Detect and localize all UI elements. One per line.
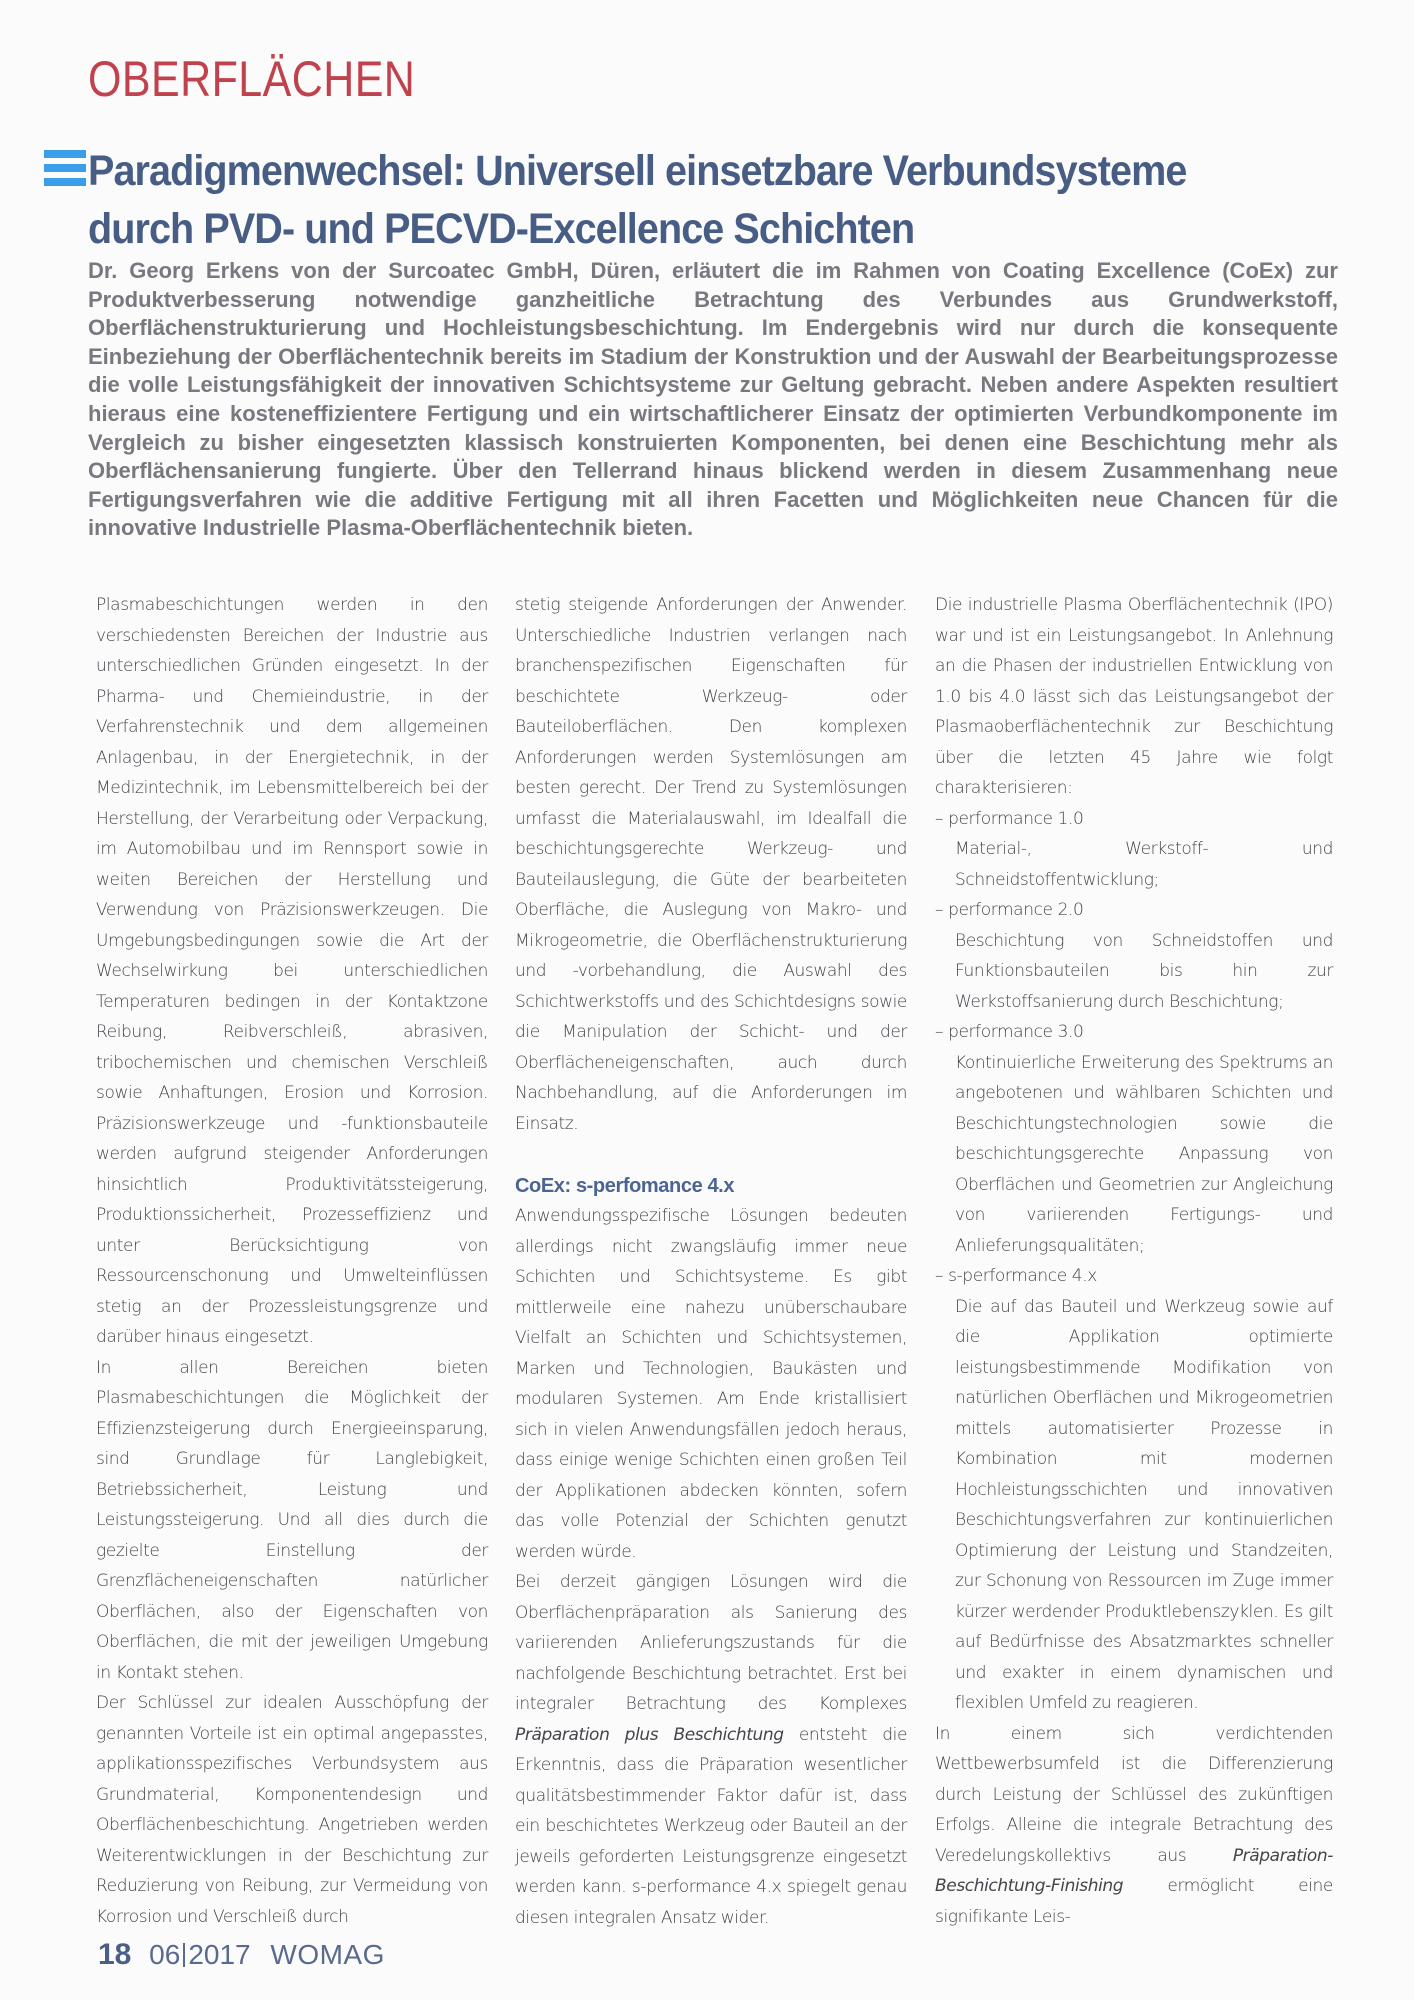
- list-item: [935, 1261, 1333, 1719]
- issue-month: 06: [149, 1939, 181, 1970]
- headline-title: [88, 142, 1376, 258]
- list-item-body: Kontinuierliche Erweiterung des Spektrums an angebotenen und wählbaren Schichten und Beschichtungstechnologien sowie die beschichtungsgerechte Anpassung von Oberflächen und Geometrien zur Angleichung von variierenden Fertigungs- und Anlieferungsqualitäten;: [955, 1052, 1333, 1256]
- magazine-name: WOMAG: [270, 1939, 385, 1970]
- page-footer: [98, 1938, 385, 1972]
- list-item-body: Die auf das Bauteil und Werkzeug sowie auf die Applikation optimierte leistungsbestimmende Modifikation von natürlichen Oberflächen und Mikrogeometrien mittels automatisierter Prozesse in Kombination mit modernen Hochleistungsschichten und innovativen Beschichtungsverfahren zur kontinuierlichen Optimierung der Leistung und Standzeiten, zur Schonung von Ressourcen im Zuge immer kürzer werdender Produktlebenszyklen. Es gilt auf Bedürfnisse des Absatzmarktes schneller und exakter in einem dynamischen und flexiblen Umfeld zu reagieren.: [955, 1296, 1333, 1713]
- body-column-1: [96, 590, 488, 1932]
- emphasis-text: Präparation plus Beschichtung: [515, 1724, 784, 1745]
- paragraph: stetig steigende Anforderungen der Anwender. Unterschiedliche Industrien verlangen nach branchenspezifischen Eigenschaften für beschichtete Werkzeug- oder Bauteiloberflächen. Den komplexen Anforderungen werden Systemlösungen am besten gerecht. Der Trend zu Systemlösungen umfasst die Materialauswahl, im Idealfall die beschichtungsgerechte Werkzeug- und Bauteilauslegung, die Güte der bearbeiteten Oberfläche, die Auslegung von Makro- und Mikrogeometrie, die Oberflächenstrukturierung und -vorbehandlung, die Auswahl des Schichtwerkstoffs und des Schichtdesigns sowie die Manipulation der Schicht- und der Oberflächeneigenschaften, auch durch Nachbehandlung, auf die Anforderungen im Einsatz.: [515, 595, 907, 1134]
- headline-line-1: Paradigmenwechsel: Universell einsetzbare Verbundsysteme: [88, 147, 1187, 195]
- list-item-body: Material-, Werkstoff- und Schneidstoffentwicklung;: [955, 839, 1333, 890]
- paragraph: In allen Bereichen bieten Plasmabeschichtungen die Möglichkeit der Effizienzsteigerung durch Energieeinsparung, sind Grundlage für Langlebigkeit, Betriebssicherheit, Leistung und Leistungssteigerung. Und all dies durch die gezielte Einstellung der Grenzflächeneigenschaften natürlicher Oberflächen, also der Eigenschaften von Oberflächen, die mit der jeweiligen Umgebung in Kontakt stehen.: [96, 1357, 488, 1683]
- text: entsteht die Erkenntnis, dass die Präparation wesentlicher qualitätsbestimmender Faktor dafür ist, dass ein beschichtetes Werkzeug oder Bauteil an der jeweils geforderten Leistungsgrenze eingesetzt werden kann. s-performance 4.x spiegelt genau diesen integralen Ansatz wider.: [515, 1724, 908, 1928]
- section-label: OBERFLÄCHEN: [88, 51, 416, 107]
- emphasis-text: Präparation-Beschichtung-Finishing: [935, 1845, 1333, 1896]
- list-item-title: – performance 2.0: [935, 895, 1333, 926]
- paragraph: Plasmabeschichtungen werden in den verschiedensten Bereichen der Industrie aus unterschiedlichen Gründen eingesetzt. In der Pharma- und Chemieindustrie, in der Verfahrenstechnik und dem allgemeinen Anlagenbau, in der Energietechnik, in der Medizintechnik, im Lebensmittelbereich bei der Herstellung, der Verarbeitung oder Verpackung, im Automobilbau und im Rennsport sowie in weiten Bereichen der Herstellung und Verwendung von Präzisionswerkzeugen. Die Umgebungsbedingungen sowie die Art der Wechselwirkung bei unterschiedlichen Temperaturen bedingen in der Kontaktzone Reibung, Reibverschleiß, abrasiven, tribochemischen und chemischen Verschleiß sowie Anhaftungen, Erosion und Korrosion. Präzisionswerkzeuge und -funktionsbauteile werden aufgrund steigender Anforderungen hinsichtlich Produktivitätssteigerung, Produktionssicherheit, Prozesseffizienz und unter Berücksichtigung von Ressourcenschonung und Umwelteinflüssen stetig an der Prozessleistungsgrenze und darüber hinaus eingesetzt.: [96, 595, 488, 1347]
- paragraph: Die industrielle Plasma Oberflächentechnik (IPO) war und ist ein Leistungsangebot. In Anlehnung an die Phasen der industriellen Entwicklung von 1.0 bis 4.0 lässt sich das Leistungsangebot der Plasmaoberflächentechnik zur Beschichtung über die letzten 45 Jahre wie folgt charakterisieren:: [935, 595, 1333, 798]
- paragraph: [515, 1567, 907, 1933]
- section-subheading: CoEx: s-perfomance 4.x: [515, 1175, 735, 1197]
- list-item: [935, 895, 1333, 1017]
- text: ermöglicht eine signifikante Leis-: [935, 1876, 1333, 1927]
- paragraph: Anwendungsspezifische Lösungen bedeuten allerdings nicht zwangsläufig immer neue Schichten und Schichtsysteme. Es gibt mittlerweile eine nahezu unüberschaubare Vielfalt an Schichten und Schichtsystemen, Marken und Technologien, Baukästen und modularen Systemen. Am Ende kristallisiert sich in vielen Anwendungsfällen jedoch heraus, dass einige wenige Schichten einen großen Teil der Applikationen abdecken könnten, sofern das volle Potenzial der Schichten genutzt werden würde.: [515, 1206, 907, 1562]
- list-item: [935, 804, 1333, 896]
- list-item-title: – performance 3.0: [935, 1017, 1333, 1048]
- list-item-body: Beschichtung von Schneidstoffen und Funktionsbauteilen bis hin zur Werkstoffsanierung durch Beschichtung;: [955, 930, 1333, 1012]
- headline-line-2: durch PVD- und PECVD-Excellence Schichten: [88, 205, 915, 253]
- page-number: 18: [98, 1938, 132, 1971]
- list-item-title: – s-performance 4.x: [935, 1261, 1333, 1292]
- body-column-3: [935, 590, 1333, 1932]
- paragraph: [935, 1719, 1333, 1933]
- menu-lines-icon: [44, 150, 86, 190]
- article-headline: [44, 142, 1364, 258]
- paragraph: Der Schlüssel zur idealen Ausschöpfung der genannten Vorteile ist ein optimal angepasstes, applikationsspezifisches Verbundsystem aus Grundmaterial, Komponentendesign und Oberflächenbeschichtung. Angetrieben werden Weiterentwicklungen in der Beschichtung zur Reduzierung von Reibung, zur Vermeidung von Korrosion und Verschleiß durch: [96, 1693, 488, 1927]
- list-item-title: – performance 1.0: [935, 804, 1333, 835]
- text: In einem sich verdichtenden Wettbewerbsumfeld ist die Differenzierung durch Leistung der Schlüssel des zukünftigen Erfolgs. Alleine die integrale Betrachtung des Veredelungskollektivs aus: [935, 1723, 1333, 1866]
- text: Bei derzeit gängigen Lösungen wird die Oberflächenpräparation als Sanierung des variierenden Anlieferungszustands für die nachfolgende Beschichtung betrachtet. Erst bei integraler Betrachtung des Komplexes: [515, 1572, 907, 1714]
- issue-year: 2017: [188, 1939, 251, 1970]
- performance-list: [935, 804, 1333, 1719]
- list-item: [935, 1017, 1333, 1261]
- issue-separator: [183, 1943, 185, 1967]
- body-column-2: [515, 590, 907, 1933]
- article-lead: Dr. Georg Erkens von der Surcoatec GmbH, Düren, erläutert die im Rahmen von Coating Excellence (CoEx) zur Produktverbesserung notwendige ganzheitliche Betrachtung des Verbundes aus Grundwerkstoff, Oberflächenstrukturierung und Hochleistungsbeschichtung. Im Endergebnis wird nur durch die konsequente Einbeziehung der Oberflächentechnik bereits im Stadium der Konstruktion und der Auswahl der Bearbeitungsprozesse die volle Leistungsfähigkeit der innovativen Schichtsysteme zur Geltung gebracht. Neben andere Aspekten resultiert hieraus eine kosteneffizientere Fertigung und ein wirtschaftlicherer Einsatz der optimierten Verbundkomponente im Vergleich zu bisher eingesetzten klassisch konstruierten Komponenten, bei denen eine Beschichtung mehr als Oberflächensanierung fungierte. Über den Tellerrand hinaus blickend werden in diesem Zusammenhang neue Fertigungsverfahren wie die additive Fertigung mit all ihren Facetten und Möglichkeiten neue Chancen für die innovative Industrielle Plasma-Oberflächentechnik bieten.: [88, 258, 1338, 541]
